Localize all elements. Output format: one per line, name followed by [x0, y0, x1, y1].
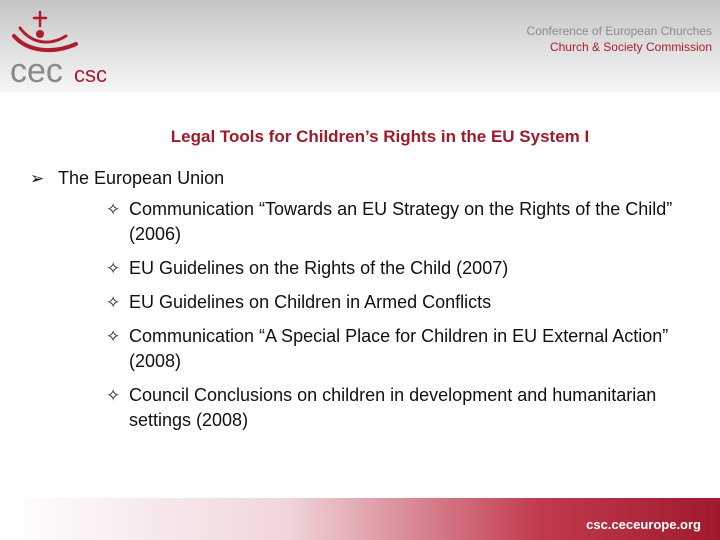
- list-item: [106, 197, 696, 247]
- bullet-text: EU Guidelines on the Rights of the Child (2007): [129, 258, 509, 278]
- star-bullet-icon: ✧: [106, 259, 121, 278]
- slide-footer: [0, 498, 720, 540]
- list-item: [106, 290, 696, 315]
- list-item: [106, 256, 696, 281]
- bullet-list: [106, 197, 696, 442]
- bullet-text: Council Conclusions on children in development and humanitarian settings (2008): [129, 385, 657, 430]
- list-item: [106, 324, 696, 374]
- svg-text:csc: csc: [74, 62, 107, 87]
- slide-header: [0, 0, 720, 92]
- footer-url: csc.ceceurope.org: [586, 517, 701, 532]
- star-bullet-icon: ✧: [106, 386, 121, 405]
- star-bullet-icon: ✧: [106, 327, 121, 346]
- cec-csc-logo-icon: [6, 4, 126, 88]
- slide-title: Legal Tools for Children’s Rights in the EU System I: [170, 127, 590, 146]
- organization-block: [527, 23, 712, 55]
- arrow-bullet-icon: ➢: [30, 169, 45, 188]
- level1-bullet: [30, 166, 224, 191]
- star-bullet-icon: ✧: [106, 200, 121, 219]
- bullet-text: Communication “Towards an EU Strategy on the Rights of the Child” (2006): [129, 199, 673, 244]
- star-bullet-icon: ✧: [106, 293, 121, 312]
- commission-name: Church & Society Commission: [549, 40, 712, 54]
- svg-text:cec: cec: [10, 52, 63, 88]
- bullet-text: Communication “A Special Place for Children in EU External Action” (2008): [129, 326, 669, 371]
- level1-text: The European Union: [58, 168, 225, 188]
- bullet-text: EU Guidelines on Children in Armed Conflicts: [129, 292, 492, 312]
- organization-name: Conference of European Churches: [526, 24, 712, 38]
- list-item: [106, 383, 696, 433]
